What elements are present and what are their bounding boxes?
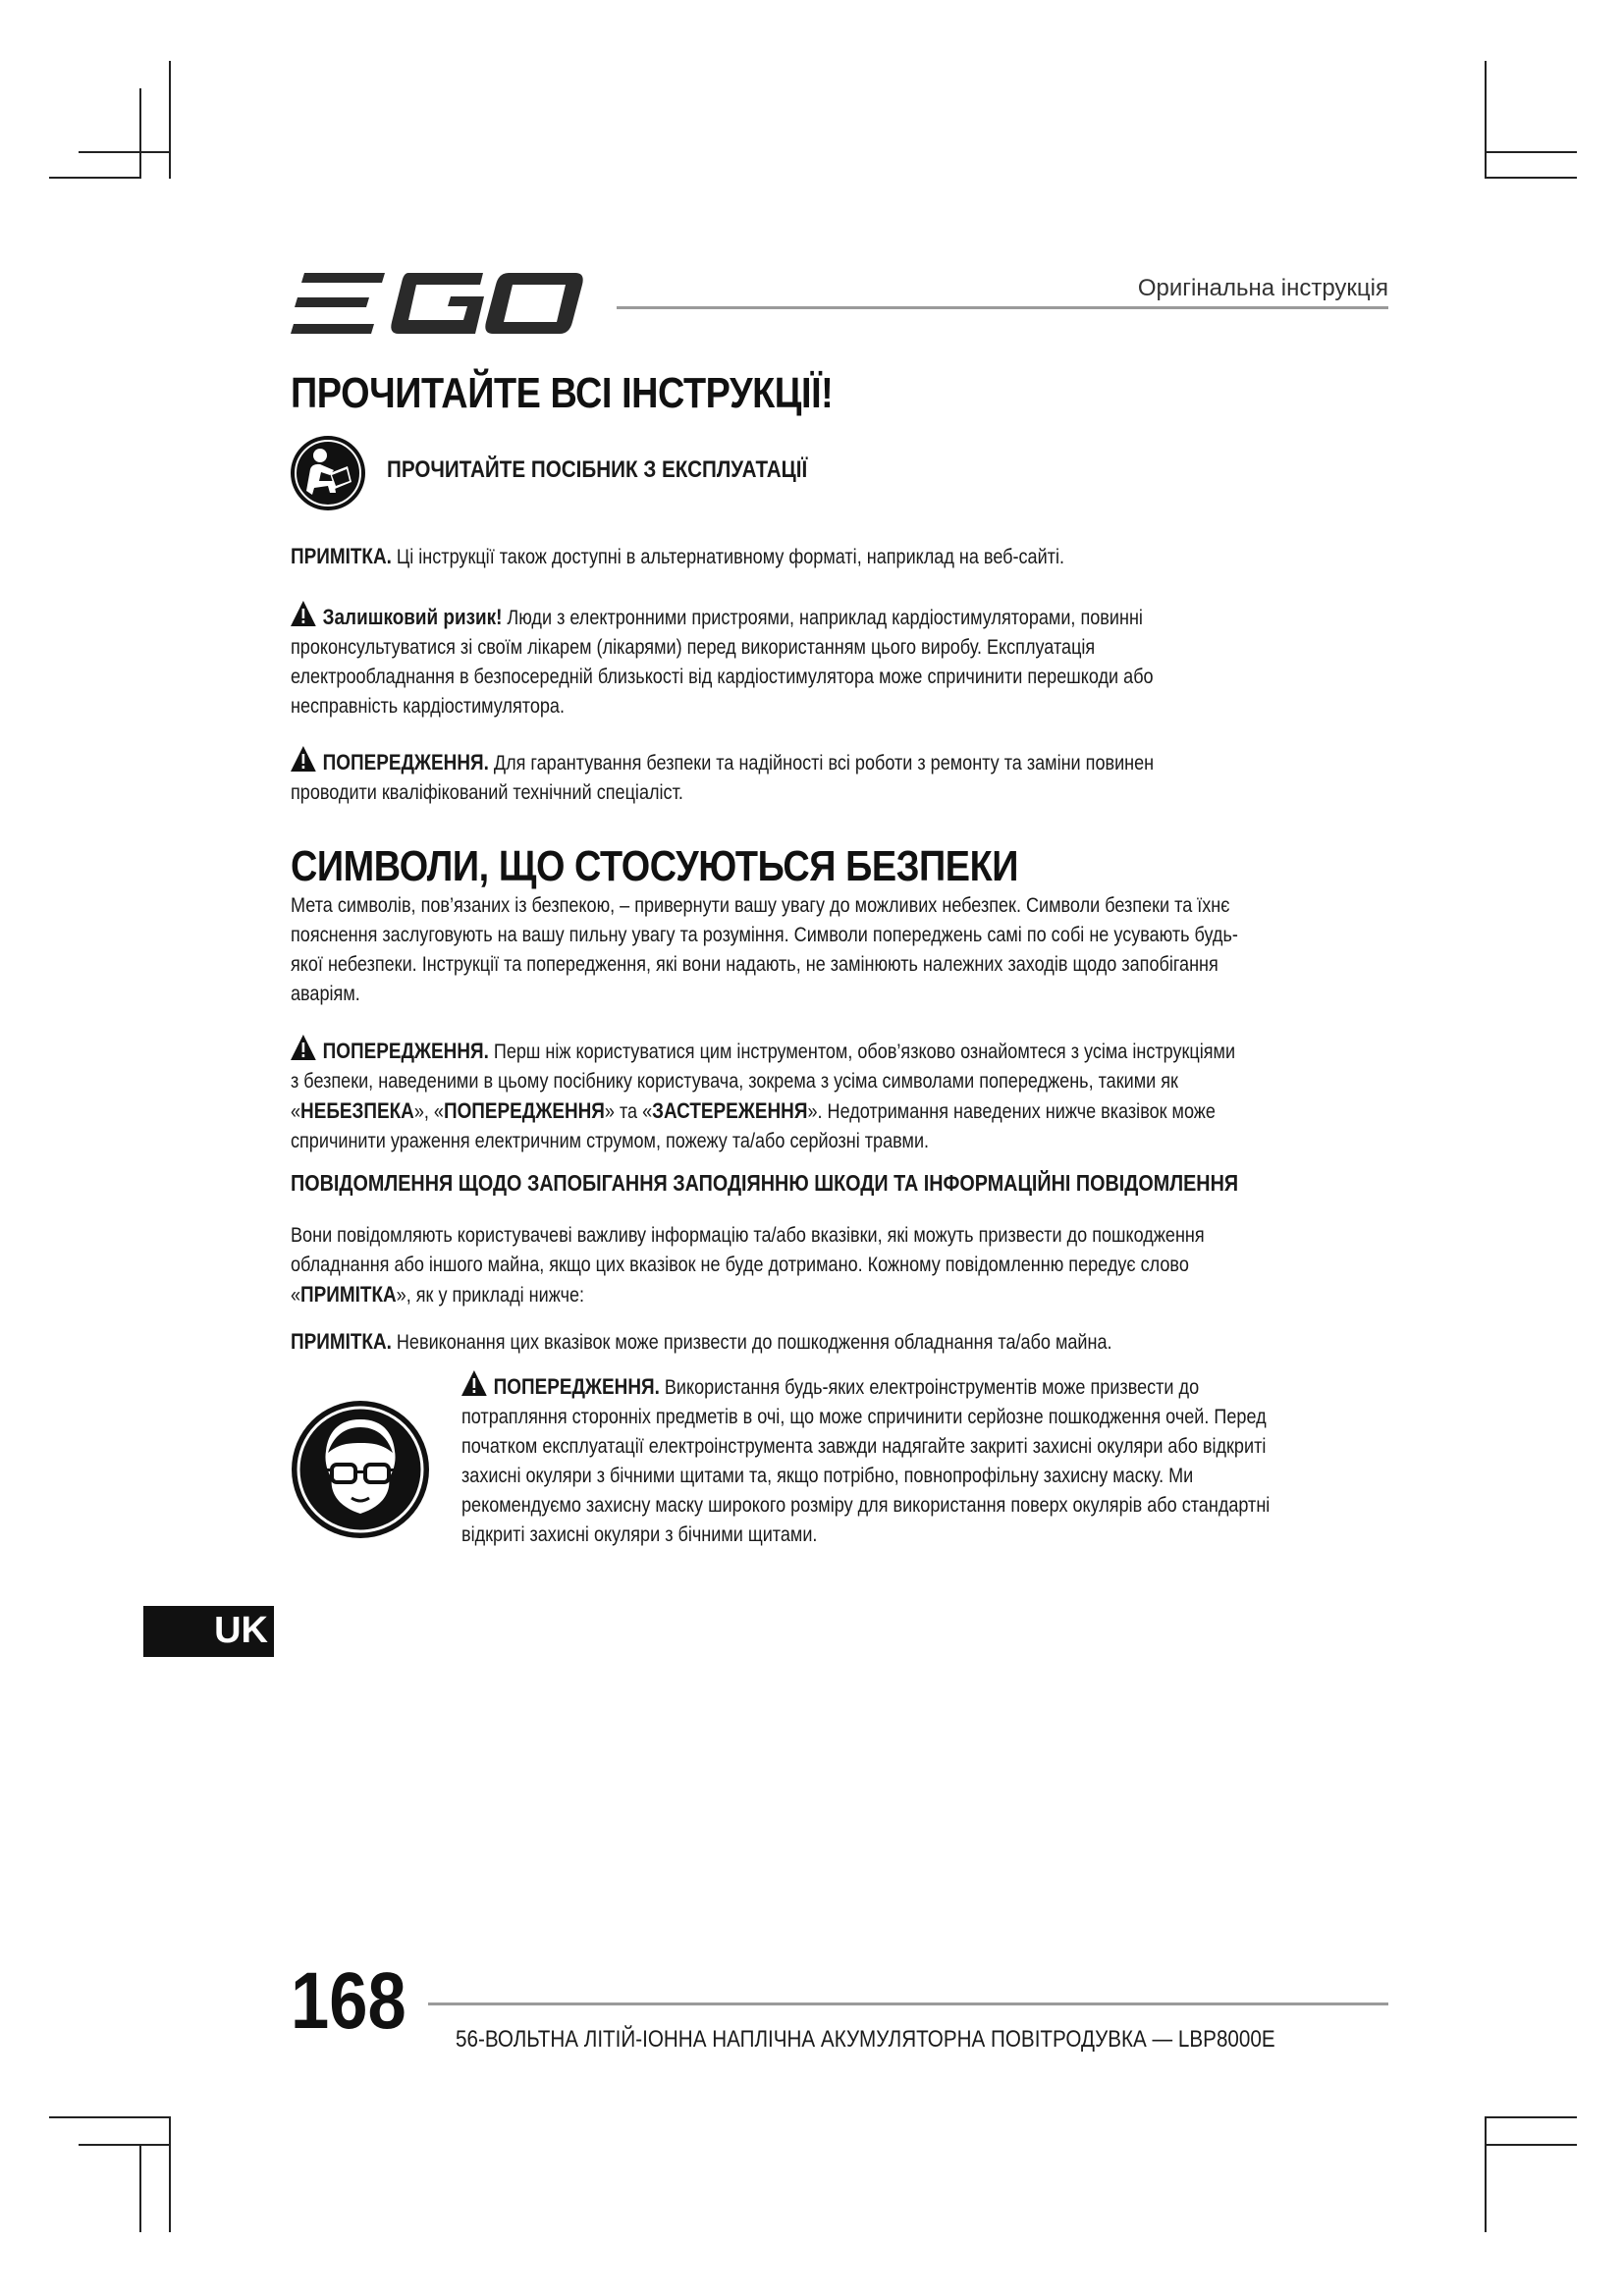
note-paragraph: ПРИМІТКА. Ці інструкції також доступні в альтернативному форматі, наприклад на веб-сайті. xyxy=(291,544,1064,568)
symbols-title: СИМВОЛИ, ЩО СТОСУЮТЬСЯ БЕЗПЕКИ xyxy=(291,842,1019,890)
language-tab-label: UK xyxy=(214,1610,268,1651)
read-all-title: ПРОЧИТАЙТЕ ВСІ ІНСТРУКЦІЇ! xyxy=(291,369,834,417)
eye-warning-paragraph: ПОПЕРЕДЖЕННЯ. Використання будь-яких електроінструментів може призвести до потрапляння сторонніх предметів в очі, що може спричинити серйозне пошкодження очей. Перед початком експлуатації електроінструмента завжди надягайте закриті захисні окуляри або відкриті захисні окуляри з бічними щитами та, якщо потрібно, повнопрофільну захисну маску. Ми рекомендуємо захисну маску широкого розміру для використання поверх окулярів або стандартні відкриті захисні окуляри з бічними щитами. xyxy=(461,1370,1591,1550)
symbols-intro: Мета символів, пов’язаних із безпекою, – привернути вашу увагу до можливих небезпек. Символи безпеки та їхнє пояснення заслуговують на вашу пильну увагу та розуміння. Символи попереджень самі по собі не усувають будь- якої небезпеки. Інструкції та попередження, які вони надають, не замінюють належних заходів щодо запобігання аваріям. xyxy=(291,894,1238,1005)
warning-triangle-icon xyxy=(291,1035,316,1060)
language-tab xyxy=(143,1606,274,1657)
warning-triangle-icon xyxy=(461,1370,487,1396)
symbols-warning-paragraph: ПОПЕРЕДЖЕННЯ. Перш ніж користуватися цим інструментом, обов’язково ознайомтеся з усіма інструкціями з безпеки, наведеними в цьому посібнику користувача, зокрема з усіма символами попереджень, такими як «НЕБЕЗПЕКА», «ПОПЕРЕДЖЕННЯ» та «ЗАСТЕРЕЖЕННЯ». Недотримання наведених нижче вказівок може спричинити ураження електричним струмом, пожежу та/або серйозні травми. xyxy=(291,1035,1557,1156)
service-warning-paragraph: ПОПЕРЕДЖЕННЯ. Для гарантування безпеки та надійності всі роботи з ремонту та заміни повинен проводити кваліфікований технічний спеціаліст. xyxy=(291,746,1557,808)
notices-paragraph: Вони повідомляють користувачеві важливу інформацію та/або вказівки, які можуть призвести до пошкодження обладнання або іншого майна, якщо цих вказівок не буде дотримано. Кожному повідомленню передує слово «ПРИМІТКА», як у прикладі нижче: xyxy=(291,1224,1205,1307)
ego-logo xyxy=(291,273,583,334)
warning-triangle-icon xyxy=(291,601,316,626)
read-manual-label: ПРОЧИТАЙТЕ ПОСІБНИК З ЕКСПЛУАТАЦІЇ xyxy=(387,456,808,483)
residual-risk-paragraph: Залишковий ризик! Люди з електронними пристроями, наприклад кардіостимуляторами, повинні проконсультуватися зі своїм лікарем (лікарями) перед використанням цього виробу. Експлуатація електрообладнання в безпосередній близькості від кардіостимулятора може спричинити перешкоди або несправність кардіостимулятора. xyxy=(291,601,1557,721)
header-rule xyxy=(617,306,1388,309)
page-number: 168 xyxy=(291,1956,406,2046)
warning-triangle-icon xyxy=(291,746,316,772)
read-manual-icon xyxy=(289,434,367,512)
eye-protection-icon xyxy=(291,1400,430,1539)
notices-heading: ПОВІДОМЛЕННЯ ЩОДО ЗАПОБІГАННЯ ЗАПОДІЯННЮ ШКОДИ ТА ІНФОРМАЦІЙНІ ПОВІДОМЛЕННЯ xyxy=(291,1170,1239,1196)
notice-example: ПРИМІТКА. Невиконання цих вказівок може призвести до пошкодження обладнання та/або майна. xyxy=(291,1329,1112,1354)
ego-logo-mark xyxy=(291,273,583,334)
footer-rule xyxy=(428,2002,1388,2005)
footer-title: 56-ВОЛЬТНА ЛІТІЙ-ІОННА НАПЛІЧНА АКУМУЛЯТОРНА ПОВІТРОДУВКА — LBP8000E xyxy=(456,2026,1275,2053)
header-label: Оригінальна інструкція xyxy=(1137,275,1388,301)
